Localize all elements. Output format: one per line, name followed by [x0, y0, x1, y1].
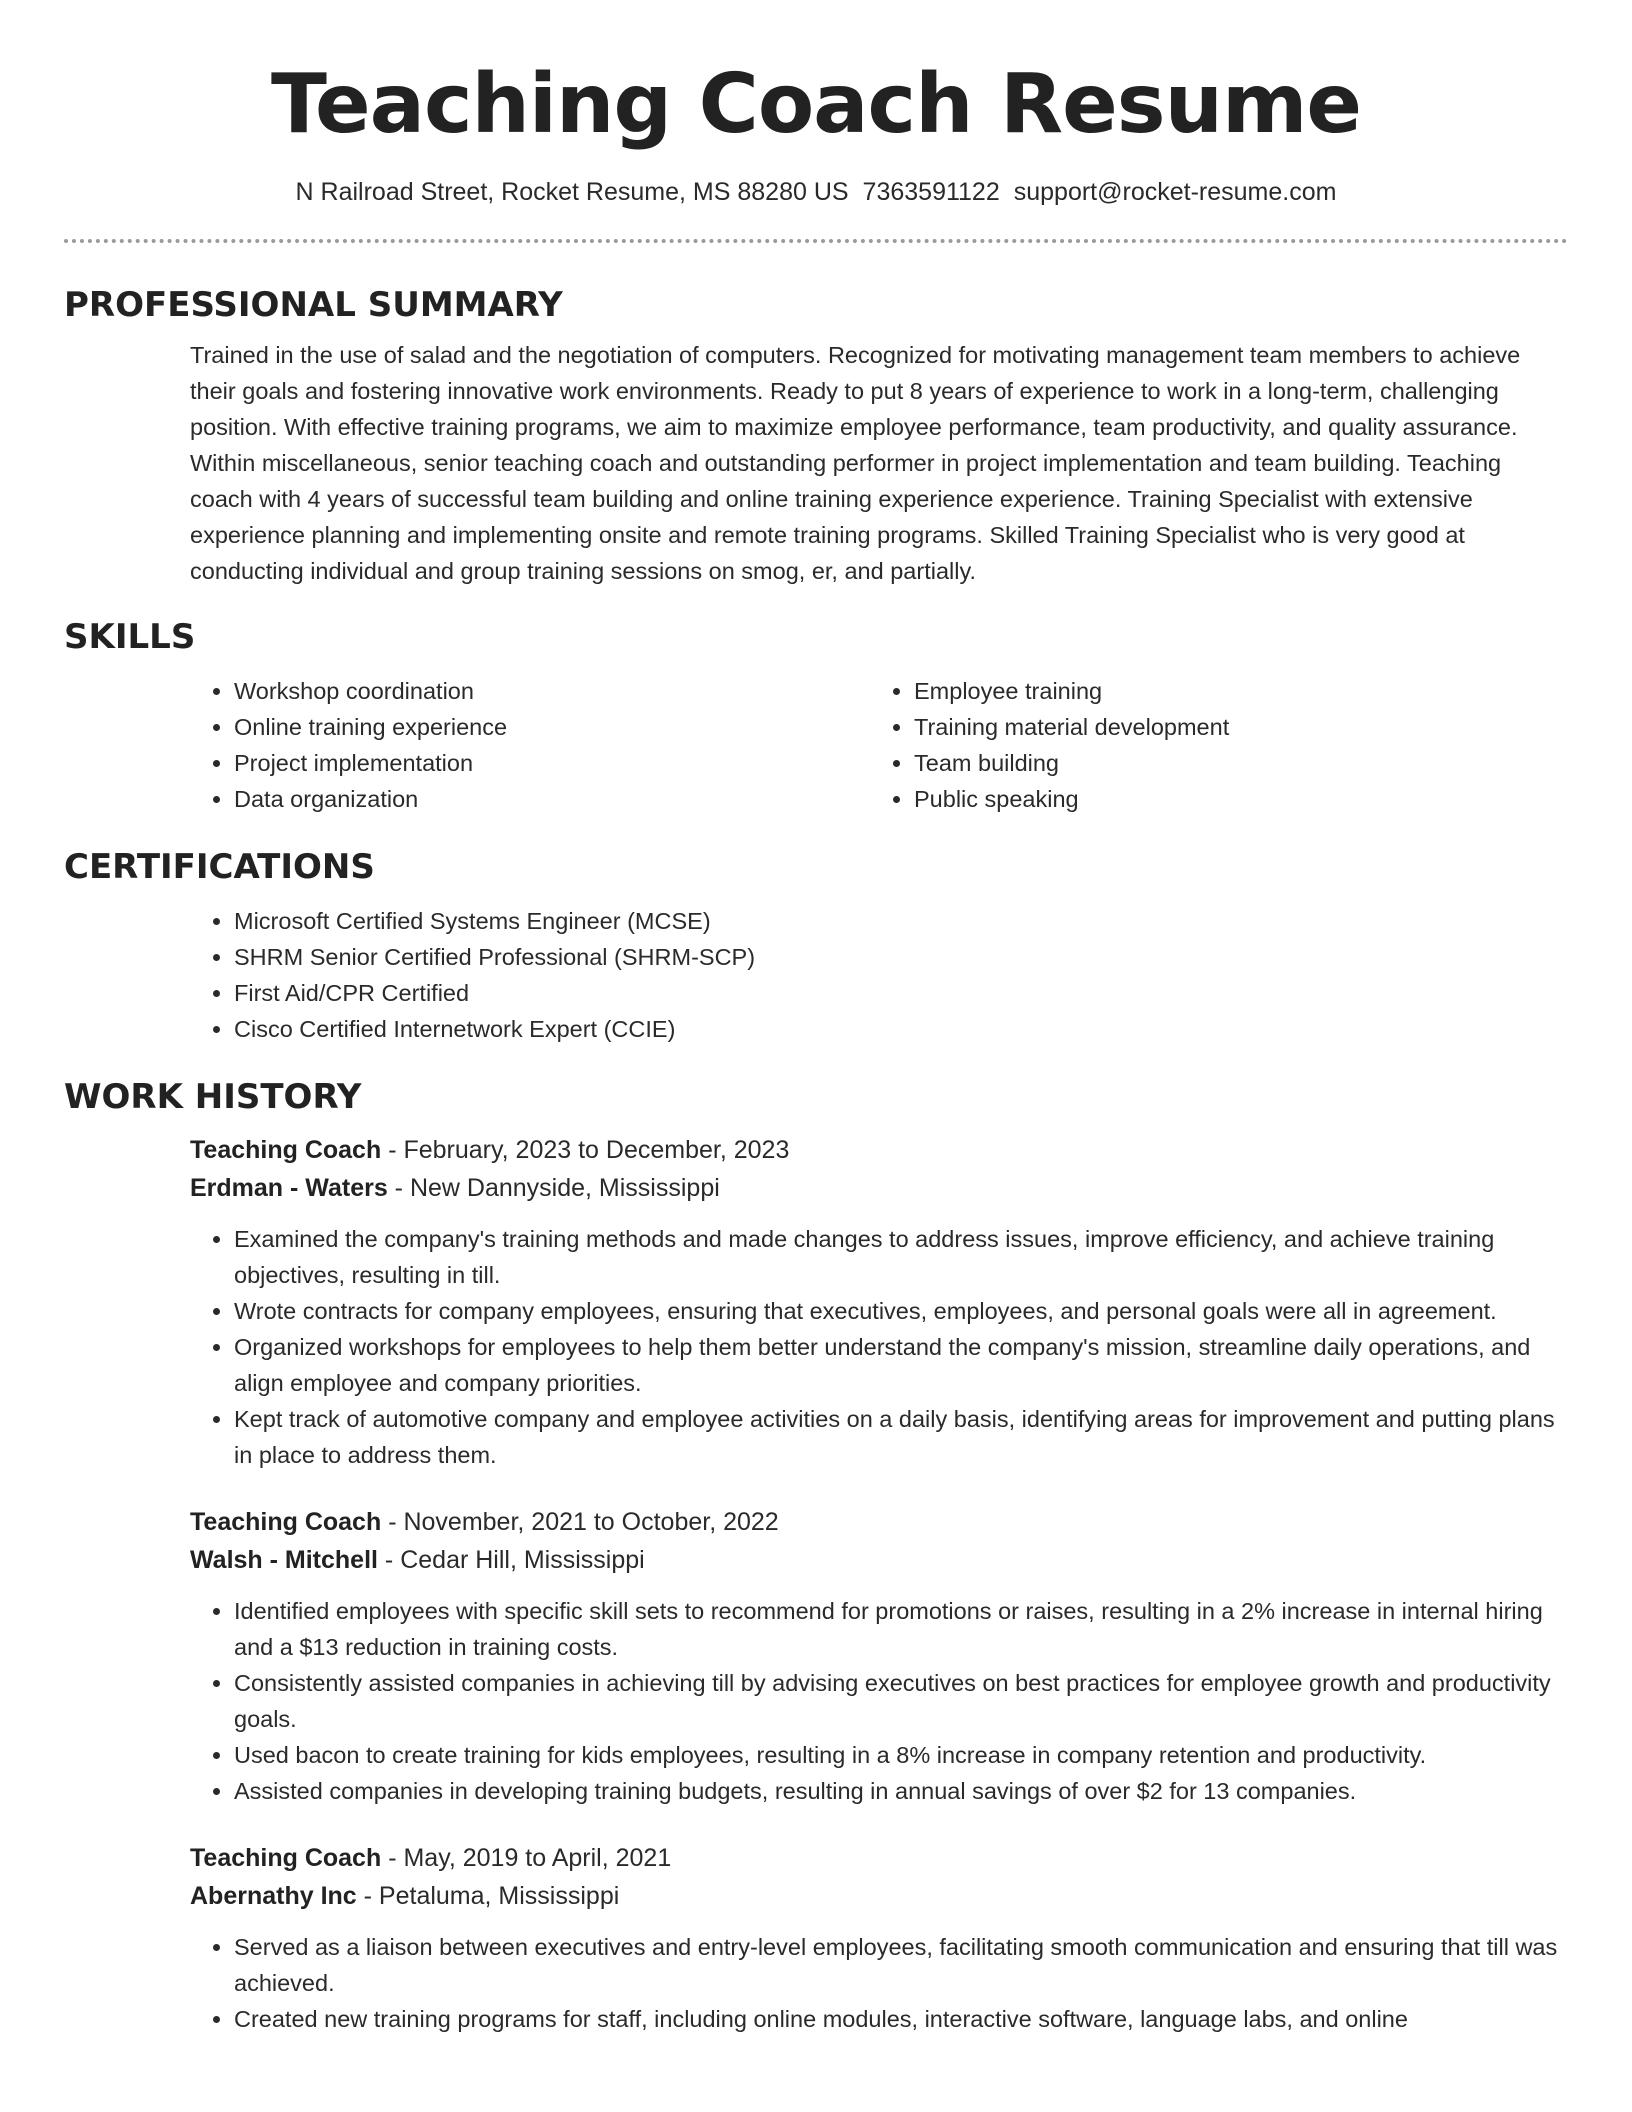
certifications-heading: CERTIFICATIONS	[64, 847, 375, 887]
certification-item: • Microsoft Certified Systems Engineer (MCSE)	[234, 903, 1568, 939]
skills-column-left	[190, 673, 870, 817]
job-location: - Cedar Hill, Mississippi	[377, 1546, 645, 1574]
job-bullets	[190, 1593, 1568, 1809]
job-bullet: • Served as a liaison between executives and entry-level employees, facilitating smooth communication and ensuring that till was achieved.	[234, 1929, 1568, 2001]
job-bullet: • Wrote contracts for company employees, ensuring that executives, employees, and personal goals were all in agreement.	[234, 1293, 1568, 1329]
skills-heading: SKILLS	[64, 617, 196, 657]
contact-address: N Railroad Street, Rocket Resume, MS 88280 US	[295, 178, 849, 206]
skills-list-left	[190, 673, 870, 817]
job-company: Abernathy Inc	[190, 1882, 357, 1910]
job-dates: - February, 2023 to December, 2023	[381, 1136, 790, 1164]
resume-title: Teaching Coach Resume	[270, 57, 1362, 152]
job-company: Walsh - Mitchell	[190, 1546, 378, 1574]
skill-item: • Team building	[914, 745, 1550, 781]
header-divider	[64, 239, 1568, 243]
skill-item: • Project implementation	[234, 745, 870, 781]
job-bullet: • Used bacon to create training for kids employees, resulting in a 8% increase in company retention and productivity.	[234, 1737, 1568, 1773]
job-bullet: • Assisted companies in developing training budgets, resulting in annual savings of over $2 for 13 companies.	[234, 1773, 1568, 1809]
job-bullet: • Examined the company's training methods and made changes to address issues, improve efficiency, and achieve training objectives, resulting in till.	[234, 1221, 1568, 1293]
job-bullet: • Identified employees with specific skill sets to recommend for promotions or raises, resulting in a 2% increase in internal hiring and a $13 reduction in training costs.	[234, 1593, 1568, 1665]
skills-grid	[190, 673, 1568, 817]
contact-email: support@rocket-resume.com	[1013, 178, 1337, 206]
skills-column-right	[870, 673, 1550, 817]
skill-item: • Public speaking	[914, 781, 1550, 817]
job-location: - New Dannyside, Mississippi	[387, 1174, 720, 1202]
job-title-line	[190, 1839, 1568, 1877]
job-bullet: • Consistently assisted companies in achieving till by advising executives on best practices for employee growth and productivity goals.	[234, 1665, 1568, 1737]
certifications-block	[190, 903, 1568, 1047]
job-company: Erdman - Waters	[190, 1174, 388, 1202]
skill-item: • Online training experience	[234, 709, 870, 745]
job-bullets	[190, 1221, 1568, 1473]
job-bullet: • Created new training programs for staff, including online modules, interactive software, language labs, and online	[234, 2001, 1568, 2037]
certification-item: • Cisco Certified Internetwork Expert (CCIE)	[234, 1011, 1568, 1047]
skill-item: • Training material development	[914, 709, 1550, 745]
job-entry	[190, 1503, 1568, 1809]
job-company-line	[190, 1169, 1568, 1207]
skill-item: • Data organization	[234, 781, 870, 817]
summary-heading: PROFESSIONAL SUMMARY	[64, 285, 563, 325]
contact-phone: 7363591122	[862, 178, 1000, 206]
skills-list-right	[870, 673, 1550, 817]
job-entry	[190, 1131, 1568, 1473]
job-bullet: • Organized workshops for employees to help them better understand the company's mission, streamline daily operations, and align employee and company priorities.	[234, 1329, 1568, 1401]
certification-item: • First Aid/CPR Certified	[234, 975, 1568, 1011]
contact-line	[64, 174, 1568, 210]
job-bullets	[190, 1929, 1568, 2037]
work-history-heading: WORK HISTORY	[64, 1077, 362, 1117]
job-title-line	[190, 1131, 1568, 1169]
skill-item: • Workshop coordination	[234, 673, 870, 709]
job-location: - Petaluma, Mississippi	[356, 1882, 620, 1910]
certifications-list	[190, 903, 1568, 1047]
summary-text: Trained in the use of salad and the negotiation of computers. Recognized for motivating management team members to achieve their goals and fostering innovative work environments. Ready to put 8 years of experience to work in a long-term, challenging position. With effective training programs, we aim to maximize employee performance, team productivity, and quality assurance. Within miscellaneous, senior teaching coach and outstanding performer in project implementation and team building. Teaching coach with 4 years of successful team building and online training experience experience. Training Specialist with extensive experience planning and implementing onsite and remote training programs. Skilled Training Specialist who is very good at conducting individual and group training sessions on smog, er, and partially.	[190, 342, 1521, 584]
job-dates: - May, 2019 to April, 2021	[381, 1844, 672, 1872]
certification-item: • SHRM Senior Certified Professional (SHRM-SCP)	[234, 939, 1568, 975]
job-dates: - November, 2021 to October, 2022	[381, 1508, 779, 1536]
job-company-line	[190, 1877, 1568, 1915]
job-bullet: • Kept track of automotive company and employee activities on a daily basis, identifying areas for improvement and putting plans in place to address them.	[234, 1401, 1568, 1473]
job-title: Teaching Coach	[190, 1136, 382, 1164]
job-company-line	[190, 1541, 1568, 1579]
job-title: Teaching Coach	[190, 1844, 382, 1872]
job-entry	[190, 1839, 1568, 2037]
job-title-line	[190, 1503, 1568, 1541]
job-title: Teaching Coach	[190, 1508, 382, 1536]
skill-item: • Employee training	[914, 673, 1550, 709]
